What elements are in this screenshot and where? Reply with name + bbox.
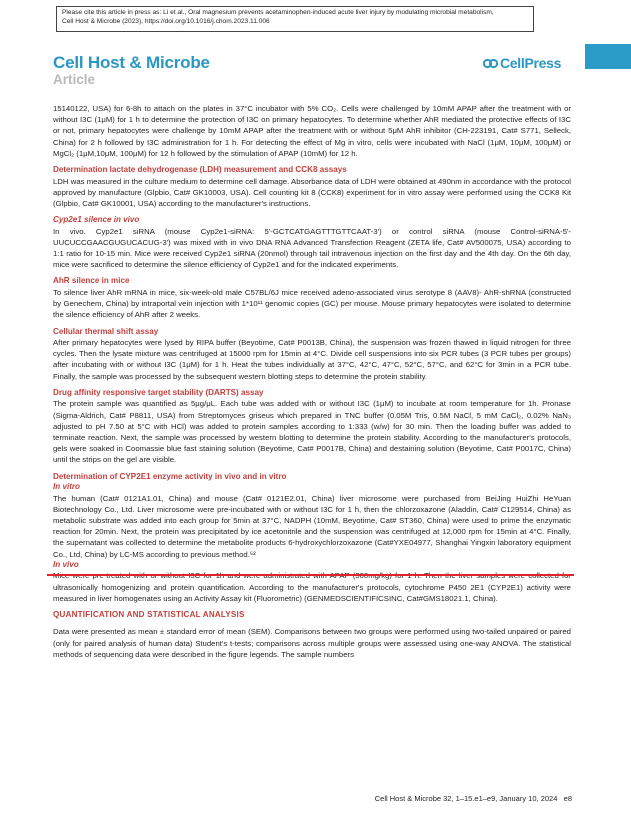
thermal-shift-paragraph: After primary hepatocytes were lysed by RIPA buffer (Beyotime, Cat# P0013B, China), the suspension was frozen thawed in liquid nitrogen for three cycles. Then the lysate mixture was centrifuged at 15000 rpm for 15min at 4°C. Divide cell suspensions into six PCR tubes (3 PCR tubes per groups) after incubating with or without I3C (1μM) for 1 h. Heat the tubes individually at 37°C, 42°C, 47°C, 52°C, 57°C, and 62°C for 3min in a PCR tube. Finally, the sample was processed by the subsequent western blotting steps to determine the protein stability.	[53, 338, 571, 381]
cyp2e1-silence-heading: Cyp2e1 silence in vivo	[53, 215, 140, 225]
darts-heading: Drug affinity responsive target stability (DARTS) assay	[53, 387, 264, 397]
in-vivo-paragraph: Mice were pre-treated with or without I3C for 1h and were administrated with APAP (300mg/kg) for 1 h. Then the liver samples were collected for ultrasonically homogenizing and protein quantification. According to the manufacturer's protocols, cytochrome P450 2E1 (CYP2E1) activity were measured in liver homogenates using an Activity Assay kit (Fluorometric) (GENMEDSCIENTIFICSINC, Cat#GMS18021.1, China).	[53, 571, 571, 603]
ahr-silence-paragraph: To silence liver AhR mRNA in mice, six-week-old male C57BL/6J mice received adeno-associated virus serotype 8 (AAV8)- AhR-shRNA (constructed by Genechem, China) by intraportal vein injection with 1*10¹¹ genomic copies (GC) per mouse. Mouse primary hepatocytes were isolated to determine the silence efficiency of AhR after 2 weeks.	[53, 287, 571, 320]
ldh-heading: Determination lactate dehydrogenase (LDH) measurement and CCK8 assays	[53, 165, 347, 175]
cyp2e1-activity-heading: Determination of CYP2E1 enzyme activity in vivo and in vitro	[53, 471, 287, 481]
citation-notice-box	[56, 6, 534, 32]
red-underline-annotation	[47, 574, 574, 576]
in-vitro-paragraph: The human (Cat# 0121A1.01, China) and mouse (Cat# 0121E2.01, China) liver microsome were purchased from BeiJing HuiZhi HeYuan Biotechnology Co., Ltd. Liver microsome were pre-incubated with or without I3C for 1 h, then the chlorzoxazone (Aladdin, Cat# C129514, China) as metabolic substrate was added into each group for 5min at 37°C, NADPH (10mM, Beyotime, Cat# ST360, China) were used to prime the enzymatic reaction for 20min. Next, the protein was precipitated by ice acetonitrile and the suspension was centrifuged at 12,000 rpm for 15min at 4°C. Finally, the supernatant was collected to determine the metabolite products 6-hydroxychlorzoxazone (Cat#YXE04977, Shanghai Yingxin laboratory equipment Co., Ltd, China) by LC-MS according to previous method.⁵²	[53, 493, 571, 559]
in-vitro-heading: In vitro	[53, 482, 80, 492]
ldh-paragraph: LDH was measured in the culture medium to determine cell damage. Absorbance data of LDH were obtained at 490nm in accordance with the protocol approved by manufacture (Glpbio, Cat# GK10003, USA). Cell counting kit 8 (CCK8) experiment for in vitro assay were performed using the CCK8 Kit (Glpbio, Cat# GK10001, USA) according to the manufacturer's instructions.	[53, 176, 571, 208]
cellpress-logo-icon	[483, 57, 498, 73]
cyp2e1-silence-paragraph: In vivo. Cyp2e1 siRNA (mouse Cyp2e1-siRNA: 5'-GCTCATGAGTTTGTTCAAT-3') or control siRNA (mouse Control-siRNA-5'-UUCUCCGAACGUGUCACUG-3') was mixed with in vivo DNA RNA Advanced Transfection Reagent (ZETA life, Cat# AV500075, USA) according to 1:1 ratio for 10-15 min. Mice were received Cyp2e1 siRNA (20nmol) through tail intravenous injection on the first day and the 4th day. On the 6th day, mice were sacrificed to determine the silence efficiency of Cyp2e1 and for the indicated experiments.	[53, 226, 571, 270]
in-vivo-heading: In vivo	[53, 559, 79, 569]
article-body	[53, 103, 571, 660]
darts-paragraph: The protein sample was quantified as 5μg/μL. Each tube was added with or without I3C (1μM) to incubate at room temperature for 1h. Pronase (Sigma-Aldrich, Cat# P8811, USA) from Streptomyces griseus which prepared in TNC buffer (0.05M Tris, 0.5M NaCl, 5 mM CaCl₂, 0.02% NaN₃ adjusted to pH 7.50 at 5°C with HCl) was added to protein samples according to 1:333 (w/w) for 30 min. Then the loading buffer was added to terminate reaction. Next, the sample was processed by western blotting to determine the protein stability. According to the manufacturer's protocols, gels were soaked in Coomassie blue fast staining solution (Beyotime, Cat# P0017B, China) and destaining solution (Beyotime, Cat# P0017C, China) until the strips on the gel are visible.	[53, 399, 571, 465]
journal-title: Cell Host & Microbe	[53, 53, 210, 72]
notice-line-1: Please cite this article in press as: Li et al., Oral magnesium prevents acetaminophen-induced acute liver injury by modulating microbial metabolism,	[62, 9, 494, 16]
page-number: e8	[563, 794, 572, 803]
quantification-paragraph: Data were presented as mean ± standard error of mean (SEM). Comparisons between two groups were performed using two-tailed unpaired or paired (only for paired analysis of human data) Student's t-tests; comparisons across multiple groups were assessed using one-way ANOVA. The statistical methods of sequencing data were described in the figure legends. The sample numbers	[53, 627, 571, 659]
publisher-name: CellPress	[500, 55, 562, 71]
notice-line-2: Cell Host & Microbe (2023), https://doi.org/10.1016/j.chom.2023.11.006	[62, 17, 270, 25]
footer-citation: Cell Host & Microbe 32, 1–15.e1–e9, January 10, 2024	[374, 794, 558, 803]
thermal-shift-heading: Cellular thermal shift assay	[53, 326, 159, 336]
journal-color-tab	[585, 44, 631, 69]
publisher-logo	[483, 55, 561, 73]
page-footer	[375, 794, 572, 803]
quantification-heading: QUANTIFICATION AND STATISTICAL ANALYSIS	[53, 609, 245, 619]
article-type-label: Article	[53, 72, 96, 87]
intro-paragraph: 15140122, USA) for 6-8h to attach on the plates in 37°C incubator with 5% CO₂. Cells were challenged by 10mM APAP after the treatment with or without I3C (1μM) for 1 h to determine the protection of I3C on primary hepatocytes. To determine whether AhR mediated the protective effects of I3C or not, primary hepatocytes were challenge by 10mM APAP after the treatment with or without 5μM AhR inhibitor (CH-223191, Cat# S771, Selleck, China) for 2 h followed by I3C administration for 1 h. For detecting the effect of Mg in vitro, cells were incubated with NaCl (1μM, 10μM, 100μM) or MgCl₂ (1μM,10μM, 100μM) for 12 h followed by the stimulation of APAP (10mM) for 12 h.	[53, 104, 571, 158]
ahr-silence-heading: AhR silence in mice	[53, 276, 130, 286]
